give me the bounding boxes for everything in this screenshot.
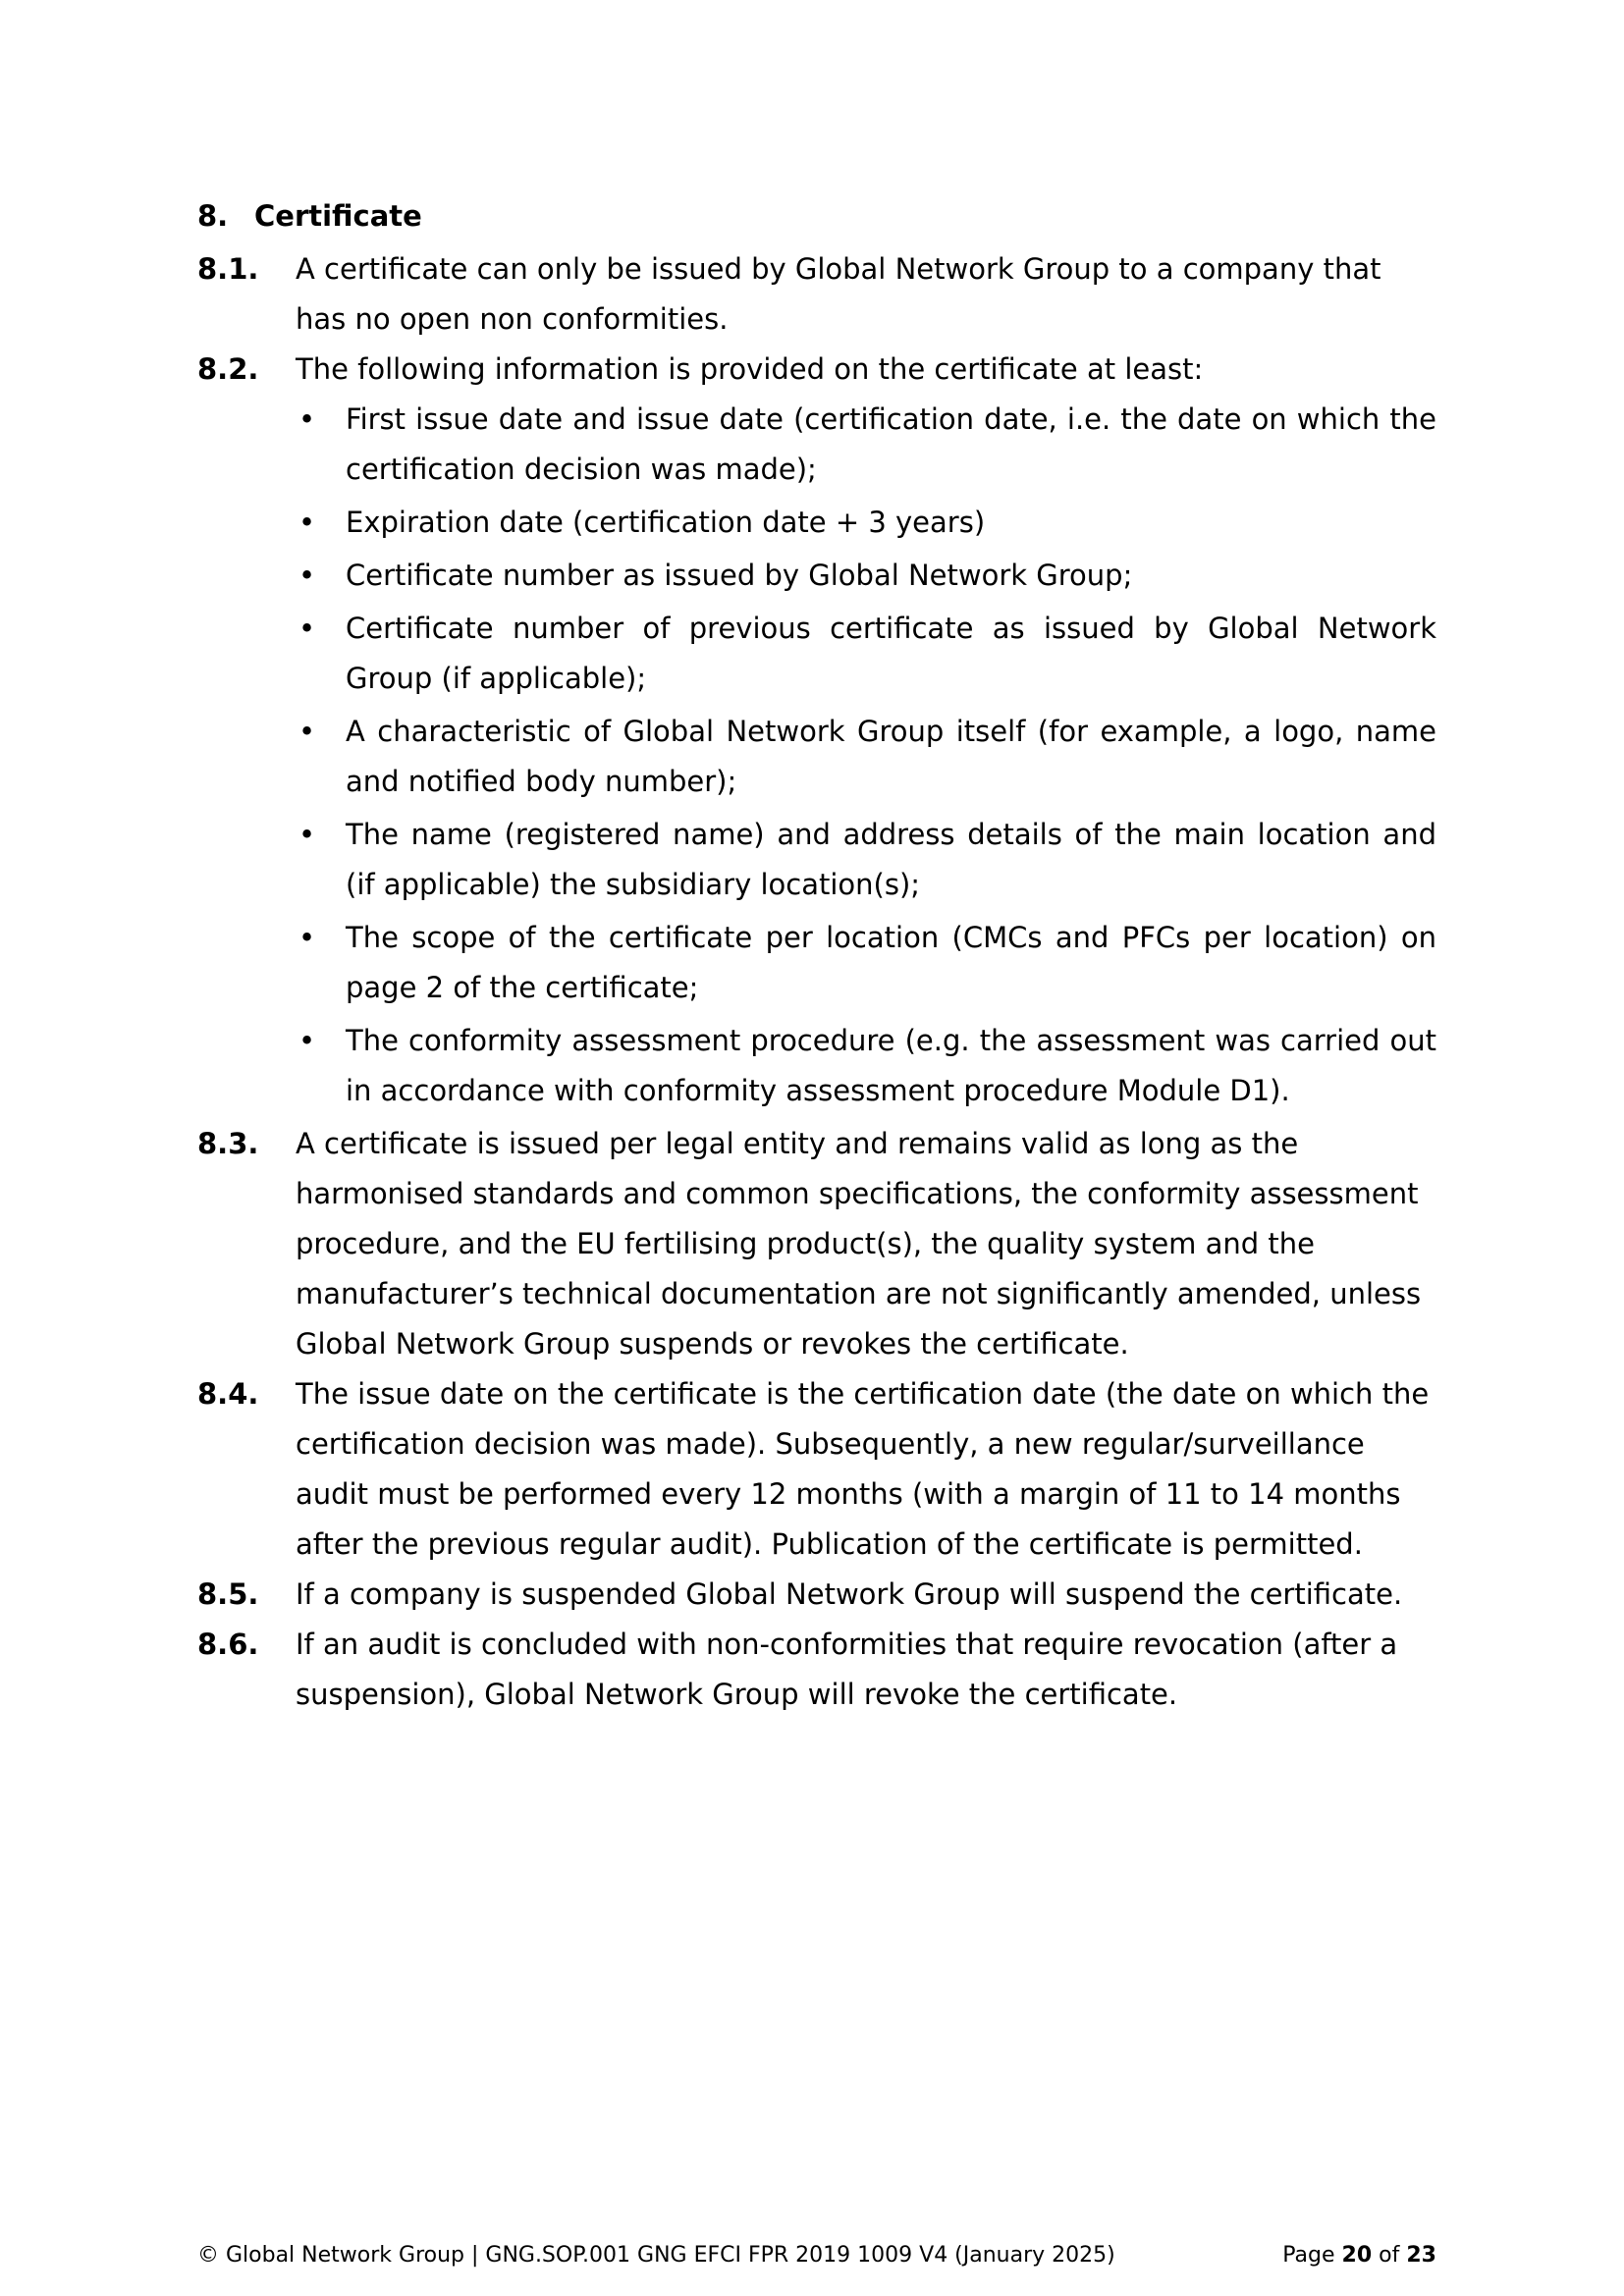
page-total: 23 [1406, 2243, 1436, 2268]
bullet-icon: • [298, 506, 316, 539]
list-item [296, 1016, 1436, 1116]
bullet-icon: • [298, 402, 316, 436]
list-item [296, 604, 1436, 704]
list-item-text: The conformity assessment procedure (e.g. the assessment was carried out in accordance with conformity assessment procedure Module D1). [346, 1024, 1436, 1107]
clause-text: A certificate is issued per legal entity and remains valid as long as the harmonised standards and common specifications, the conformity assessment procedure, and the EU fertilising product(s), the quality system and the manufacturer’s technical documentation are not significantly amended, unless Global Network Group suspends or revokes the certificate. [296, 1127, 1422, 1361]
bullet-icon: • [298, 921, 316, 954]
list-item [296, 810, 1436, 910]
list-item-text: Certificate number of previous certificate as issued by Global Network Group (if applicable); [346, 612, 1436, 695]
page-of-label: of [1379, 2243, 1400, 2268]
list-item-text: First issue date and issue date (certification date, i.e. the date on which the certification decision was made); [346, 402, 1436, 486]
list-item [296, 395, 1436, 495]
clause-text: The following information is provided on the certificate at least: [296, 352, 1204, 386]
section-number: 8. [197, 199, 229, 233]
clause-8-4 [197, 1369, 1436, 1570]
page-label: Page [1282, 2243, 1335, 2268]
list-item-text: Certificate number as issued by Global Network Group; [346, 559, 1133, 592]
document-content [197, 195, 1436, 1720]
clause-8-3 [197, 1119, 1436, 1369]
list-item-text: Expiration date (certification date + 3 years) [346, 506, 986, 539]
clause-number: 8.6. [197, 1628, 259, 1661]
clause-8-6 [197, 1620, 1436, 1720]
clause-8-5 [197, 1570, 1436, 1620]
clause-number: 8.1. [197, 252, 259, 286]
list-item [296, 498, 1436, 548]
clause-text: If a company is suspended Global Network Group will suspend the certificate. [296, 1577, 1403, 1611]
clause-8-1 [197, 244, 1436, 345]
section-heading [197, 195, 1436, 237]
bullet-icon: • [298, 612, 316, 645]
clause-8-2 [197, 345, 1436, 395]
clause-number: 8.5. [197, 1577, 259, 1611]
list-item-text: A characteristic of Global Network Group itself (for example, a logo, name and notified body number); [346, 715, 1436, 798]
clause-number: 8.3. [197, 1127, 259, 1160]
clause-number: 8.4. [197, 1377, 259, 1411]
list-item-text: The name (registered name) and address details of the main location and (if applicable) the subsidiary location(s); [346, 818, 1436, 901]
list-item [296, 913, 1436, 1013]
page-number [1282, 2241, 1436, 2270]
bullet-icon: • [298, 818, 316, 851]
list-item-text: The scope of the certificate per location (CMCs and PFCs per location) on page 2 of the certificate; [346, 921, 1436, 1004]
bullet-icon: • [298, 559, 316, 592]
clause-8-2-bullet-list [296, 395, 1436, 1116]
bullet-icon: • [298, 1024, 316, 1057]
page-footer [197, 2241, 1436, 2270]
list-item [296, 551, 1436, 601]
section-title: Certificate [254, 199, 422, 233]
clause-text: If an audit is concluded with non-conformities that require revocation (after a suspension), Global Network Group will revoke the certificate. [296, 1628, 1398, 1711]
page-current: 20 [1341, 2243, 1373, 2268]
clause-number: 8.2. [197, 352, 259, 386]
clause-text: The issue date on the certificate is the certification date (the date on which the certification decision was made). Subsequently, a new regular/surveillance audit must be performed every 12 months (with a margin of 11 to 14 months after the previous regular audit). Publication of the certificate is permitted. [296, 1377, 1430, 1561]
clause-text: A certificate can only be issued by Global Network Group to a company that has no open non conformities. [296, 252, 1381, 336]
list-item [296, 707, 1436, 807]
bullet-icon: • [298, 715, 316, 748]
footer-document-reference: © Global Network Group | GNG.SOP.001 GNG EFCI FPR 2019 1009 V4 (January 2025) [197, 2243, 1115, 2268]
